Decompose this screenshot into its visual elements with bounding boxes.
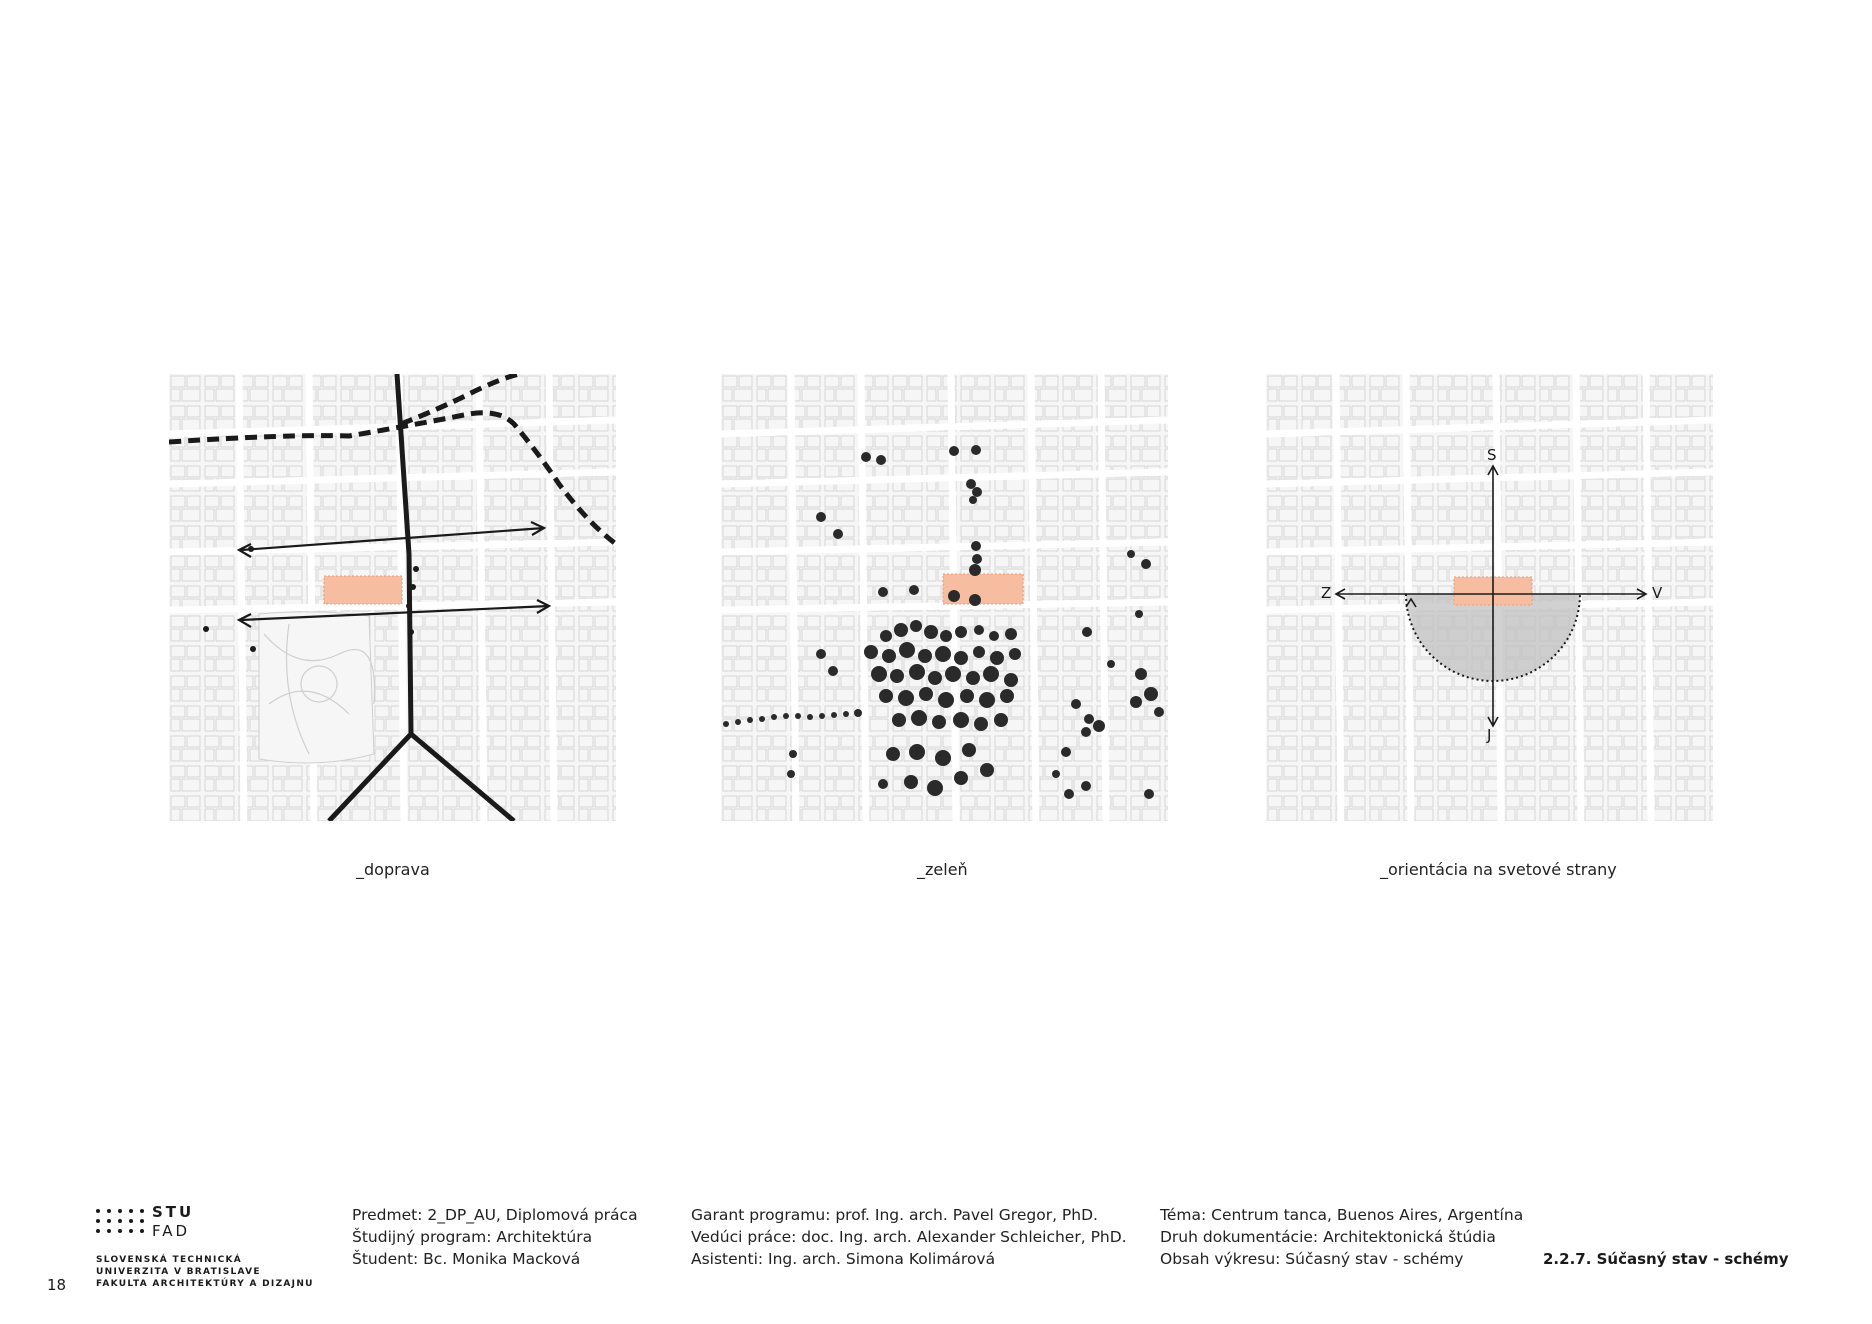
footer-asistenti: Asistenti: Ing. arch. Simona Kolimárová	[691, 1250, 996, 1268]
caption-doprava: _doprava	[356, 860, 430, 879]
footer-obsah: Obsah výkresu: Súčasný stav - schémy	[1160, 1250, 1464, 1268]
footer-student: Študent: Bc. Monika Macková	[352, 1250, 581, 1268]
map-zelen	[721, 374, 1168, 821]
greenery-diagram	[721, 374, 1168, 821]
section-title: 2.2.7. Súčasný stav - schémy	[1543, 1250, 1789, 1268]
footer-predmet: Predmet: 2_DP_AU, Diplomová práca	[352, 1206, 638, 1224]
footer-info-supervisors	[691, 1204, 1127, 1270]
logo-stu: STU	[152, 1203, 195, 1221]
logo-line-2: UNIVERZITA V BRATISLAVE	[96, 1267, 261, 1277]
footer-program: Študijný program: Architektúra	[352, 1228, 593, 1246]
map-doprava	[169, 374, 616, 821]
logo-fad: FAD	[152, 1222, 191, 1240]
footer-tema: Téma: Centrum tanca, Buenos Aires, Argentína	[1160, 1206, 1524, 1224]
logo-line-1: SLOVENSKÁ TECHNICKÁ	[96, 1255, 243, 1265]
logo-line-3: FAKULTA ARCHITEKTÚRY A DIZAJNU	[96, 1279, 314, 1289]
footer-info-course	[352, 1204, 638, 1270]
caption-orientacia: _orientácia na svetové strany	[1380, 860, 1617, 879]
caption-zelen: _zeleň	[917, 860, 968, 879]
footer-veduci: Vedúci práce: doc. Ing. arch. Alexander Schleicher, PhD.	[691, 1228, 1127, 1246]
logo-dot-grid	[96, 1209, 144, 1233]
compass-west-label: Z	[1321, 584, 1332, 602]
map-orientacia	[1266, 374, 1713, 821]
logo-university-name	[96, 1254, 314, 1290]
footer-garant: Garant programu: prof. Ing. arch. Pavel Gregor, PhD.	[691, 1206, 1098, 1224]
traffic-diagram	[169, 374, 616, 821]
compass-east-label: V	[1652, 584, 1663, 602]
compass-north-label: S	[1487, 446, 1497, 464]
footer-druh: Druh dokumentácie: Architektonická štúdia	[1160, 1228, 1496, 1246]
page-number: 18	[47, 1276, 67, 1294]
compass-south-label: J	[1487, 726, 1492, 744]
orientation-diagram	[1266, 374, 1713, 821]
footer-info-topic	[1160, 1204, 1523, 1270]
